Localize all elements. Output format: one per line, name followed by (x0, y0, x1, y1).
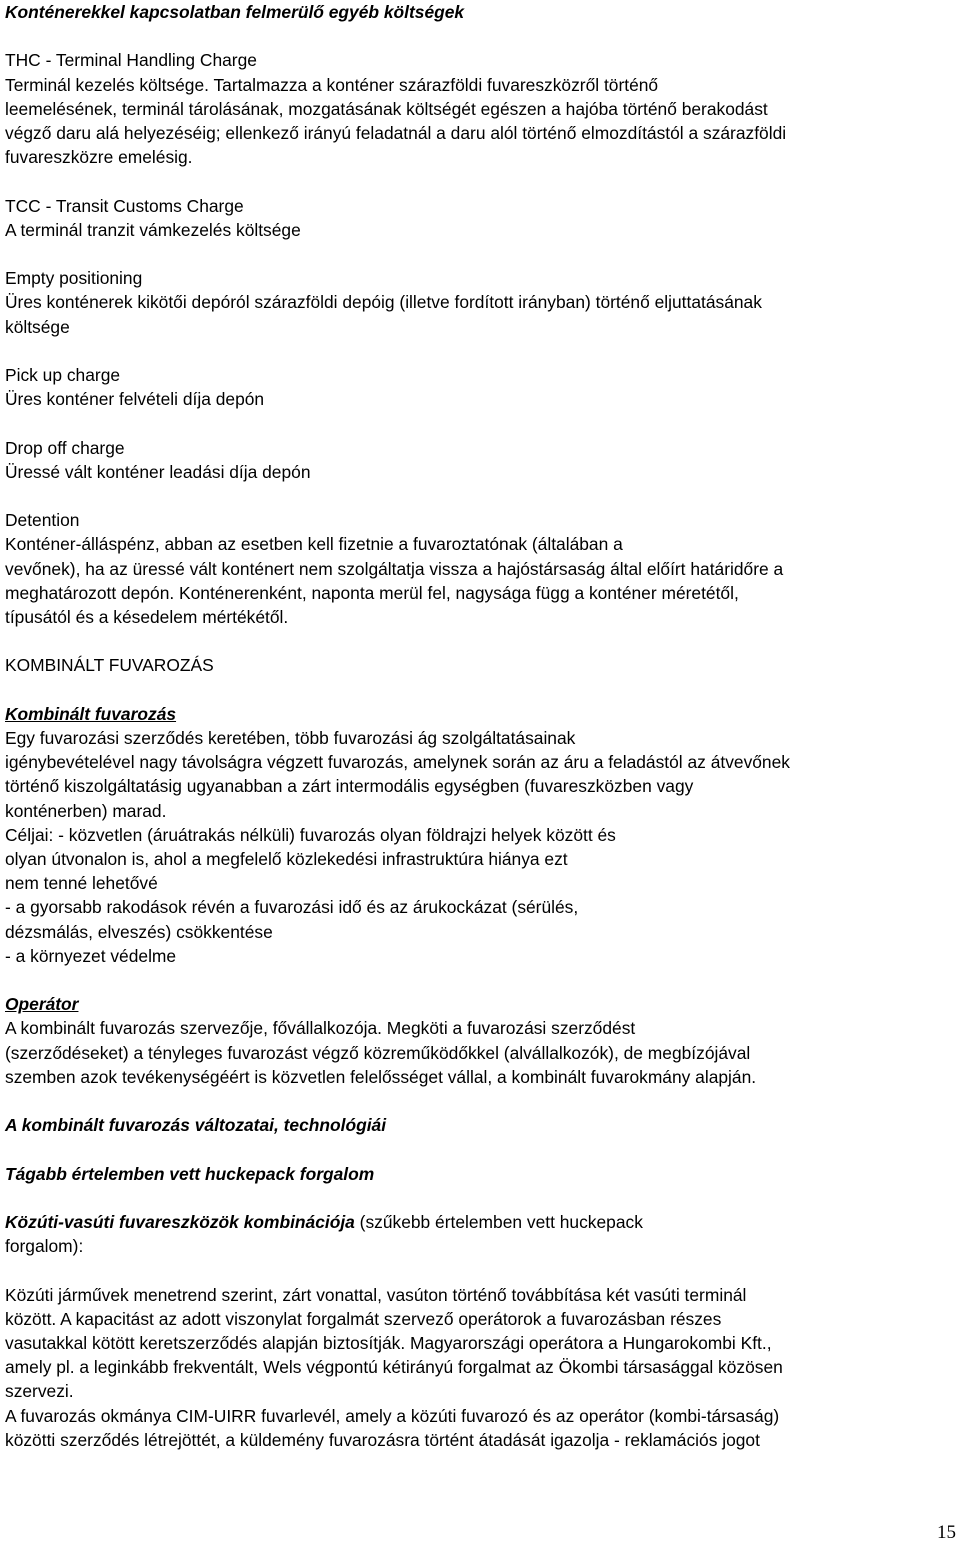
paragraph-line: közötti szerződés létrejöttét, a küldemény fuvarozásra történt átadását igazolja - reklamációs jogot (5, 1429, 760, 1450)
paragraph-line: dézsmálás, elveszés) csökkentése (5, 921, 273, 942)
paragraph-line: vasutakkal kötött keretszerződés alapján biztosítják. Magyarországi operátora a Hungarokombi Kft., (5, 1332, 772, 1353)
definition-line: Üressé vált konténer leadási díja depón (5, 461, 311, 482)
paragraph-line: konténerben) marad. (5, 800, 167, 821)
section-heading-combined-transport: KOMBINÁLT FUVAROZÁS (5, 655, 214, 676)
term-pick-up-charge: Pick up charge (5, 364, 121, 385)
definition-line: Üres konténer felvételi díja depón (5, 389, 265, 410)
paragraph-line: amely pl. a leginkább frekventált, Wels végpontú kétirányú forgalmat az Ökombi társasággal közösen (5, 1357, 783, 1378)
paragraph-line: olyan útvonalon is, ahol a megfelelő közlekedési infrastruktúra hiánya ezt (5, 848, 568, 869)
paragraph-line: forgalom): (5, 1236, 84, 1257)
paragraph-line: (szerződéseket) a tényleges fuvarozást végző közreműködőkkel (alvállalkozók), de megbízójával (5, 1042, 751, 1063)
paragraph-line: A kombinált fuvarozás szervezője, fővállalkozója. Megköti a fuvarozási szerződést (5, 1018, 636, 1039)
paragraph-line: nem tenné lehetővé (5, 873, 158, 894)
definition-line: költsége (5, 316, 70, 337)
page-number: 15 (937, 1522, 956, 1543)
term-detention: Detention (5, 510, 80, 531)
paragraph-line: - a környezet védelme (5, 945, 177, 966)
definition-line: vevőnek), ha az üressé vált konténert nem szolgáltatja vissza a hajóstársaság által előírt határidőre a (5, 558, 784, 579)
definition-line: meghatározott depón. Konténerenként, naponta merül fel, nagysága függ a konténer méretétől, (5, 582, 739, 603)
term-empty-positioning: Empty positioning (5, 268, 143, 289)
definition-line: típusától és a késedelem mértékétől. (5, 606, 289, 627)
definition-line: Üres konténerek kikötői depóról szárazföldi depóig (illetve fordított irányban) történő eljuttatásának (5, 292, 762, 313)
subheading-huckepack: Tágabb értelemben vett huckepack forgalom (5, 1163, 375, 1184)
paragraph-line: A fuvarozás okmánya CIM-UIRR fuvarlevél, amely a közúti fuvarozó és az operátor (kombi-társaság) (5, 1405, 780, 1426)
paragraph-line: igénybevételével nagy távolságra végzett fuvarozás, amelynek során az áru a feladástól az átvevőnek (5, 752, 790, 773)
subheading-operator: Operátor (5, 994, 79, 1015)
subheading-variants: A kombinált fuvarozás változatai, technológiái (5, 1115, 387, 1136)
paragraph-line: történő kiszolgáltatásig ugyanabban a zárt intermodális egységben (fuvareszközben vagy (5, 776, 694, 797)
paragraph-line: szervezi. (5, 1381, 74, 1402)
term-thc: THC - Terminal Handling Charge (5, 50, 257, 71)
document-page (5, 0, 957, 1452)
paragraph-line: között. A kapacitást az adott viszonylat forgalmát szervező operátorok a fuvarozásban részes (5, 1308, 722, 1329)
definition-line: Konténer-álláspénz, abban az esetben kell fizetnie a fuvaroztatónak (általában a (5, 534, 623, 555)
paragraph-line: Közúti járművek menetrend szerint, zárt vonattal, vasúton történő továbbítása két vasúti terminál (5, 1284, 747, 1305)
term-tcc: TCC - Transit Customs Charge (5, 195, 244, 216)
paragraph-line: - a gyorsabb rakodások révén a fuvarozási idő és az árukockázat (sérülés, (5, 897, 579, 918)
section-heading-costs: Konténerekkel kapcsolatban felmerülő egyéb költségek (5, 2, 465, 22)
definition-line: A terminál tranzit vámkezelés költsége (5, 219, 301, 240)
paragraph-line: Egy fuvarozási szerződés keretében, több fuvarozási ág szolgáltatásainak (5, 727, 576, 748)
definition-line: végző daru alá helyezéséig; ellenkező irányú feladatnál a daru alól történő elmozdítástól a szárazföldi (5, 123, 787, 143)
term-drop-off-charge: Drop off charge (5, 437, 125, 458)
definition-line: leemelésének, terminál tárolásának, mozgatásának költségét egészen a hajóba történő berakodást (5, 98, 768, 119)
definition-line: fuvareszközre emelésig. (5, 147, 193, 168)
subheading-kombinalt-fuvarozas: Kombinált fuvarozás (5, 703, 177, 724)
paragraph-line: szemben azok tevékenységéért is közvetlen felelősséget vállal, a kombinált fuvarokmány alapján. (5, 1066, 757, 1087)
road-rail-title: Közúti-vasúti fuvareszközök kombinációja (5, 1211, 355, 1232)
subheading-road-rail-combination (5, 1210, 957, 1234)
paragraph-line: Céljai: - közvetlen (áruátrakás nélküli) fuvarozás olyan földrajzi helyek között és (5, 824, 616, 845)
road-rail-title-rest: (szűkebb értelemben vett huckepack (354, 1211, 643, 1232)
definition-line: Terminál kezelés költsége. Tartalmazza a konténer szárazföldi fuvareszközről történő (5, 74, 659, 95)
